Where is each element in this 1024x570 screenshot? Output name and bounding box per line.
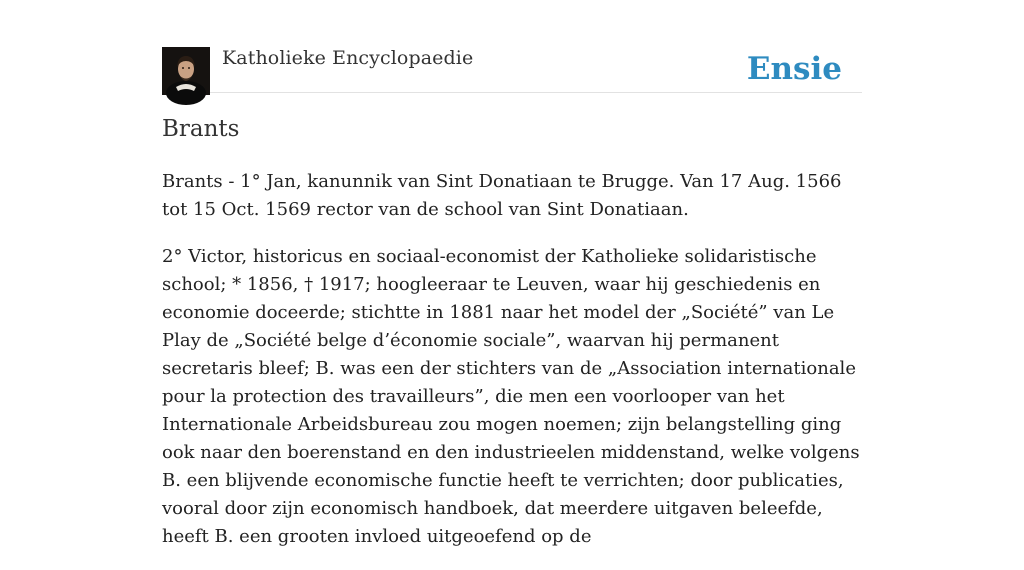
article-paragraph: 2° Victor, historicus en sociaal-economist der Katholieke solidaristische school; * 1856, † 1917; hoogleeraar te Leuven, waar hij geschiedenis en economie doceerde; stichtte in 1881 naar het model der „Société” van Le Play de „Société belge d’économie sociale”, waarvan hij permanent secretaris bleef; B. was een der stichters van de „Association internationale pour la protection des travailleurs”, die men een voorlooper van het Internationale Arbeidsbureau zou mogen noemen; zijn belangstelling ging ook naar den boerenstand en den industrieelen middenstand, welke volgens B. een blijvende economische functie heeft te verrichten; door publicaties, vooral door zijn economisch handboek, dat meerdere uitgaven beleefde, heeft B. een grooten invloed uitgeoefend op de bbox=[162, 246, 860, 547]
site-header bbox=[162, 44, 862, 93]
article-paragraph: Brants - 1° Jan, kanunnik van Sint Donatiaan te Brugge. Van 17 Aug. 1566 tot 15 Oct. 1569 rector van de school van Sint Donatiaan. bbox=[162, 171, 842, 220]
brand-logo[interactable]: Ensie bbox=[746, 51, 842, 87]
article-title: Brants bbox=[162, 116, 240, 142]
portrait-avatar-icon[interactable] bbox=[162, 47, 210, 95]
site-name[interactable]: Katholieke Encyclopaedie bbox=[222, 47, 474, 69]
article-body bbox=[162, 168, 867, 570]
